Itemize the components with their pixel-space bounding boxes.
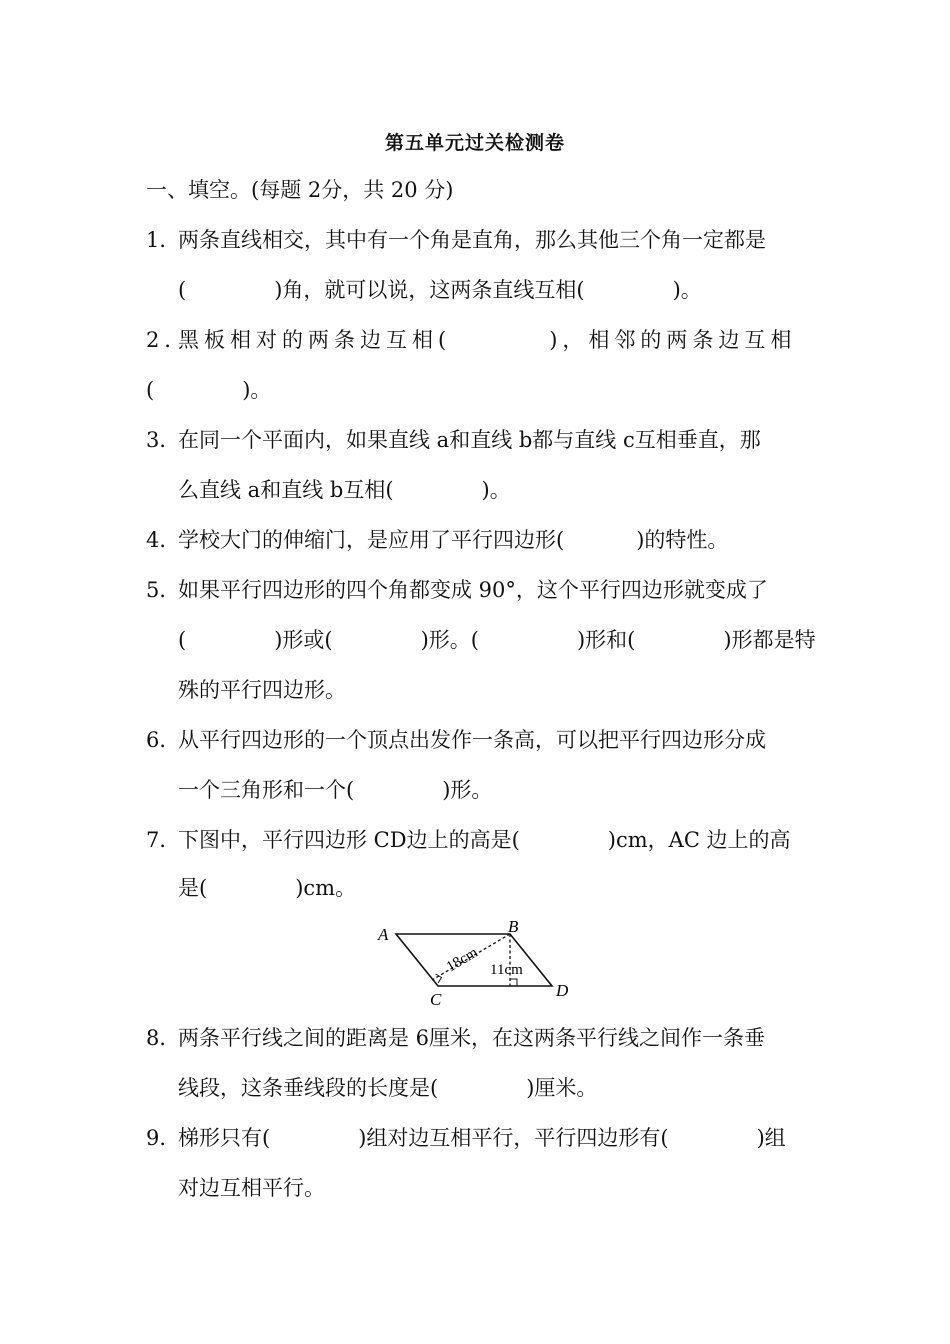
- question-3-line-2: [178, 476, 511, 504]
- right-angle-mark-cd: [510, 979, 517, 986]
- question-text: )形或(: [274, 628, 333, 652]
- question-9-line-1: [146, 1124, 786, 1152]
- question-text: 两条直线相交，其中有一个角是直角，那么其他三个角一定都是: [178, 228, 766, 252]
- question-6-line-2: [178, 776, 492, 804]
- length-11cm-label: 11cm: [490, 962, 523, 978]
- question-2-line-2: [146, 376, 271, 404]
- question-number: 2．: [146, 328, 191, 352]
- vertex-c-label: C: [430, 990, 442, 1008]
- question-text: 梯形只有(: [178, 1126, 271, 1150]
- vertex-d-label: D: [556, 981, 569, 1000]
- question-number: 7．: [146, 828, 181, 852]
- length-18cm-label: 18cm: [443, 944, 481, 976]
- question-text: 线段，这条垂线段的长度是(: [178, 1076, 439, 1100]
- question-text: )形。: [442, 778, 493, 802]
- question-text: )厘米。: [526, 1076, 598, 1100]
- question-number: 8．: [146, 1026, 181, 1050]
- blank-open: (: [178, 628, 187, 652]
- question-6-line-1: [146, 726, 766, 754]
- question-text: 么直线 a和直线 b互相(: [178, 478, 394, 502]
- question-number: 3．: [146, 428, 181, 452]
- question-text: )形和(: [576, 628, 636, 652]
- question-text: 在同一个平面内，如果直线 a和直线 b都与直线 c互相垂直，那: [178, 428, 761, 452]
- question-text: )cm，AC 边上的高: [607, 828, 791, 852]
- question-text: )形。(: [420, 628, 479, 652]
- question-text: )。: [672, 278, 702, 302]
- question-5-line-1: [146, 576, 768, 604]
- question-text: 是(: [178, 876, 208, 900]
- question-text: 学校大门的伸缩门，是应用了平行四边形(: [178, 528, 565, 552]
- question-8-line-2: [178, 1074, 597, 1102]
- question-5-line-3: 殊的平行四边形。: [178, 678, 346, 702]
- question-number: 1．: [146, 228, 181, 252]
- question-text: 下图中，平行四边形 CD边上的高是(: [178, 828, 520, 852]
- question-text: )。: [481, 478, 511, 502]
- question-2-line-1: [146, 326, 796, 354]
- vertex-b-label: B: [508, 917, 519, 936]
- question-text: )形都是特: [723, 628, 816, 652]
- question-1-line-2: [178, 276, 702, 304]
- question-number: 6．: [146, 728, 181, 752]
- right-angle-mark-ac: [436, 974, 442, 983]
- question-1-line-1: [146, 226, 766, 254]
- question-text: 黑板相对的两条边互相(: [178, 328, 452, 352]
- blank-open: (: [178, 278, 187, 302]
- question-5-line-2: [178, 626, 816, 654]
- parallelogram-figure: [372, 912, 582, 1008]
- question-text: )角，就可以说，这两条直线互相(: [274, 278, 585, 302]
- question-number: 5．: [146, 578, 181, 602]
- question-text: 从平行四边形的一个顶点出发作一条高，可以把平行四边形分成: [178, 728, 766, 752]
- section-heading: 一、填空。(每题 2分，共 20 分): [146, 178, 454, 202]
- question-text: )，相邻的两条边互相: [549, 328, 797, 352]
- question-3-line-1: [146, 426, 761, 454]
- question-8-line-1: [146, 1024, 765, 1052]
- question-text: )的特性。: [636, 528, 729, 552]
- blank-open: (: [146, 378, 155, 402]
- question-text: 一个三角形和一个(: [178, 778, 355, 802]
- question-text: )组: [756, 1126, 786, 1150]
- question-4-line-1: [146, 526, 728, 554]
- question-text: 两条平行线之间的距离是 6厘米，在这两条平行线之间作一条垂: [178, 1026, 766, 1050]
- question-number: 9．: [146, 1126, 181, 1150]
- question-7-line-2: [178, 874, 356, 902]
- question-7-line-1: [146, 826, 791, 854]
- question-text: )。: [242, 378, 272, 402]
- vertex-a-label: A: [378, 925, 389, 944]
- question-text: )组对边互相平行，平行四边形有(: [358, 1126, 669, 1150]
- page-title: 第五单元过关检测卷: [384, 132, 565, 154]
- question-text: 如果平行四边形的四个角都变成 90°，这个平行四边形就变成了: [178, 578, 768, 602]
- question-text: )cm。: [295, 876, 357, 900]
- question-9-line-2: 对边互相平行。: [178, 1176, 325, 1200]
- question-number: 4．: [146, 528, 181, 552]
